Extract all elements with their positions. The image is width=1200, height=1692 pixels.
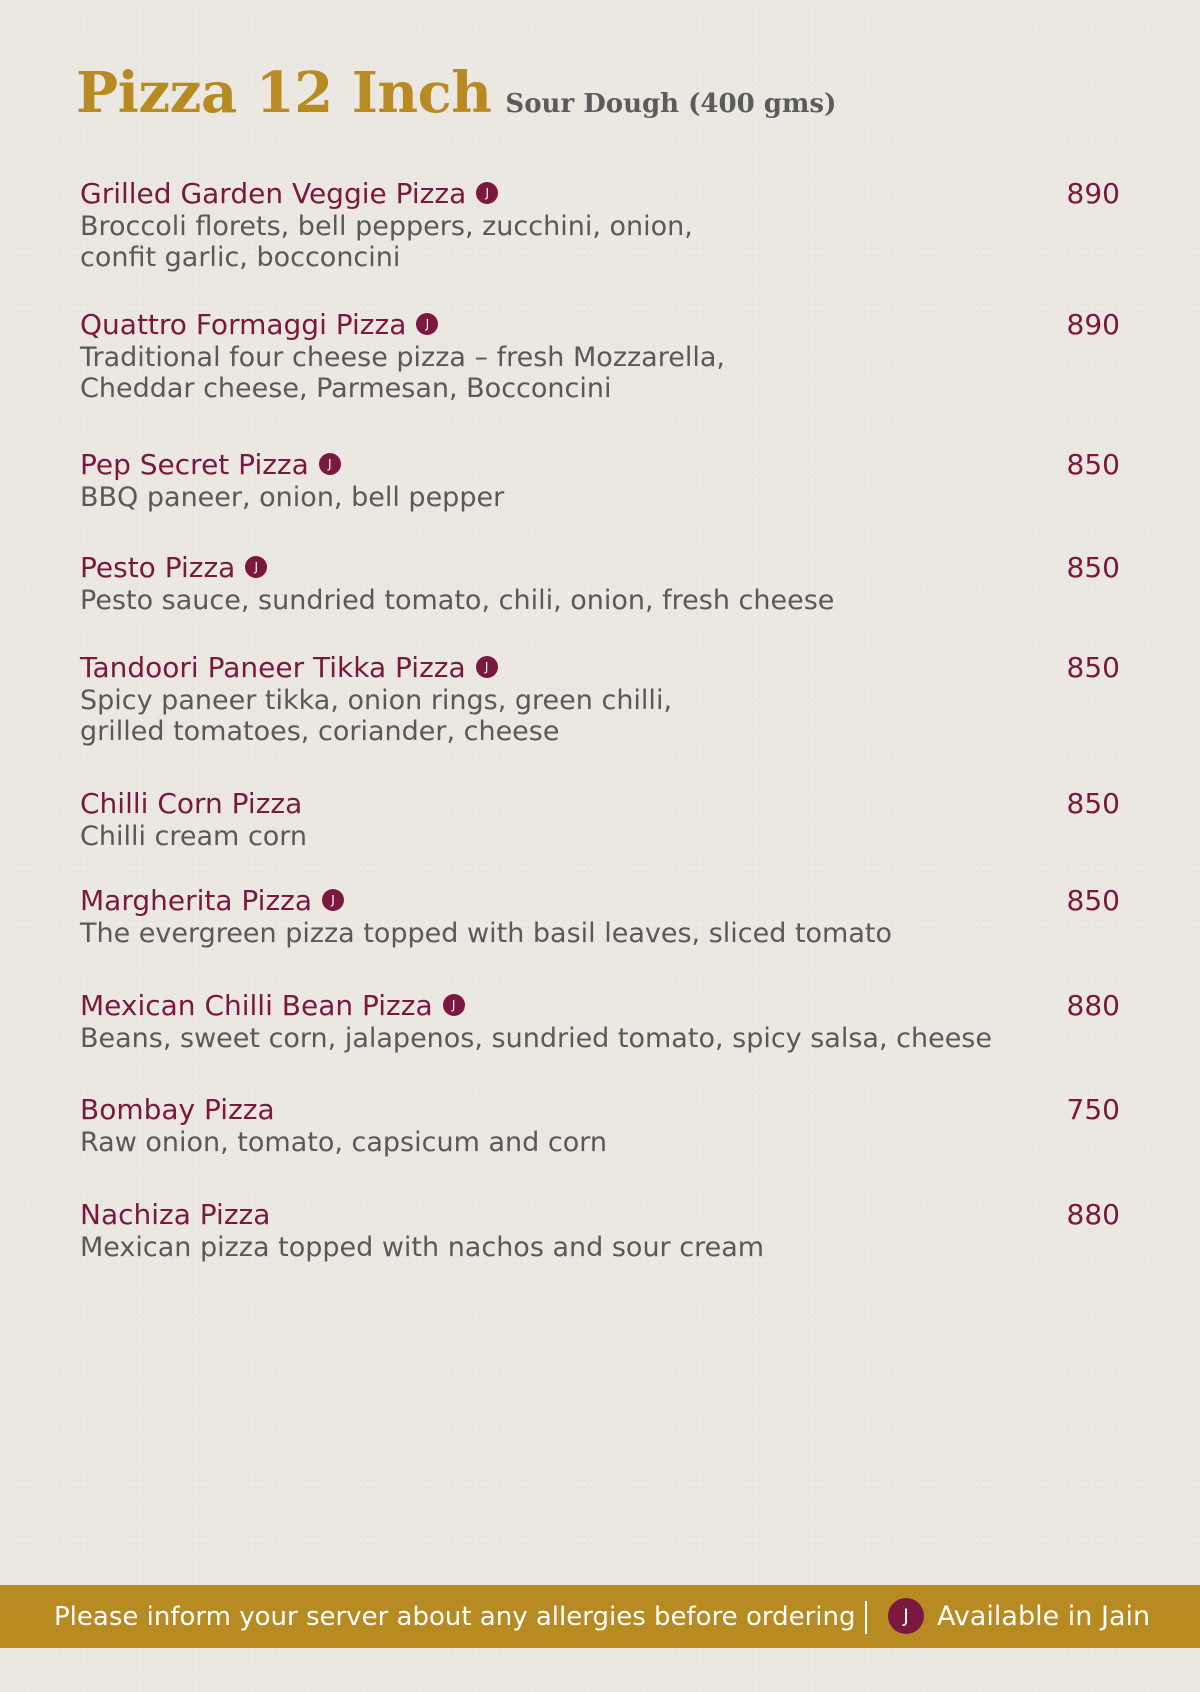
menu-item-name: Mexican Chilli Bean Pizza xyxy=(80,988,433,1022)
menu-item-price: 850 xyxy=(1066,787,1120,820)
menu-item-name: Pep Secret Pizza xyxy=(80,447,309,481)
menu-item-description: Spicy paneer tikka, onion rings, green chilli, grilled tomatoes, coriander, cheese xyxy=(80,685,673,747)
menu-item-name-row xyxy=(80,1196,1120,1232)
page-title: Pizza 12 Inch xyxy=(76,60,492,126)
menu-item-name-row xyxy=(80,306,1120,342)
menu-item-description: Pesto sauce, sundried tomato, chili, onion, fresh cheese xyxy=(80,585,835,616)
jain-icon: J xyxy=(443,994,465,1016)
menu-item xyxy=(80,175,1120,273)
menu-item-price: 890 xyxy=(1066,308,1120,341)
menu-item-price: 880 xyxy=(1066,989,1120,1022)
jain-icon: J xyxy=(476,656,498,678)
menu-item xyxy=(80,1196,1120,1263)
jain-legend-label: Available in Jain xyxy=(937,1601,1151,1632)
menu-item-name: Pesto Pizza xyxy=(80,550,236,584)
menu-item-price: 890 xyxy=(1066,177,1120,210)
jain-icon: J xyxy=(245,556,267,578)
footer-bar xyxy=(0,1585,1200,1648)
menu-item-name: Chilli Corn Pizza xyxy=(80,786,303,820)
menu-item-price: 850 xyxy=(1066,884,1120,917)
menu-item-description: Traditional four cheese pizza – fresh Mozzarella, Cheddar cheese, Parmesan, Bocconcini xyxy=(80,342,725,404)
footer-divider xyxy=(865,1601,867,1634)
menu-item-name-row xyxy=(80,1091,1120,1127)
menu-item-price: 850 xyxy=(1066,551,1120,584)
menu-item-name: Margherita Pizza xyxy=(80,883,313,917)
menu-item-name: Grilled Garden Veggie Pizza xyxy=(80,176,467,210)
menu-item-description: The evergreen pizza topped with basil leaves, sliced tomato xyxy=(80,918,893,949)
menu-item-description: Beans, sweet corn, jalapenos, sundried tomato, spicy salsa, cheese xyxy=(80,1023,992,1054)
menu-item-description: Raw onion, tomato, capsicum and corn xyxy=(80,1127,607,1158)
menu-item-description: BBQ paneer, onion, bell pepper xyxy=(80,482,505,513)
menu-item-name: Bombay Pizza xyxy=(80,1092,275,1126)
menu-item-description: Broccoli florets, bell peppers, zucchini, onion, confit garlic, bocconcini xyxy=(80,211,693,273)
menu-header xyxy=(76,60,836,126)
menu-item xyxy=(80,446,1120,513)
menu-item xyxy=(80,987,1120,1054)
allergy-note: Please inform your server about any allergies before ordering xyxy=(54,1601,856,1632)
menu-item xyxy=(80,649,1120,747)
menu-item-name: Nachiza Pizza xyxy=(80,1197,271,1231)
menu-item xyxy=(80,882,1120,949)
menu-item-description: Chilli cream corn xyxy=(80,821,308,852)
menu-item-name-row xyxy=(80,785,1120,821)
menu-item-price: 750 xyxy=(1066,1093,1120,1126)
jain-icon: J xyxy=(319,453,341,475)
menu-item xyxy=(80,1091,1120,1158)
jain-icon: J xyxy=(476,182,498,204)
menu-item-description: Mexican pizza topped with nachos and sour cream xyxy=(80,1232,765,1263)
menu-item-name-row xyxy=(80,175,1120,211)
menu-item xyxy=(80,785,1120,852)
menu-item xyxy=(80,549,1120,616)
jain-icon: J xyxy=(322,889,344,911)
menu-item-name-row xyxy=(80,549,1120,585)
menu-item-name-row xyxy=(80,649,1120,685)
menu-item-name: Tandoori Paneer Tikka Pizza xyxy=(80,650,466,684)
menu-item xyxy=(80,306,1120,404)
menu-item-price: 850 xyxy=(1066,651,1120,684)
menu-item-price: 850 xyxy=(1066,448,1120,481)
jain-legend-icon: J xyxy=(888,1598,924,1634)
menu-item-name-row xyxy=(80,446,1120,482)
menu-item-price: 880 xyxy=(1066,1198,1120,1231)
menu-item-name: Quattro Formaggi Pizza xyxy=(80,307,407,341)
jain-icon: J xyxy=(416,313,438,335)
page-subtitle: Sour Dough (400 gms) xyxy=(505,89,837,119)
menu-item-name-row xyxy=(80,882,1120,918)
menu-item-name-row xyxy=(80,987,1120,1023)
